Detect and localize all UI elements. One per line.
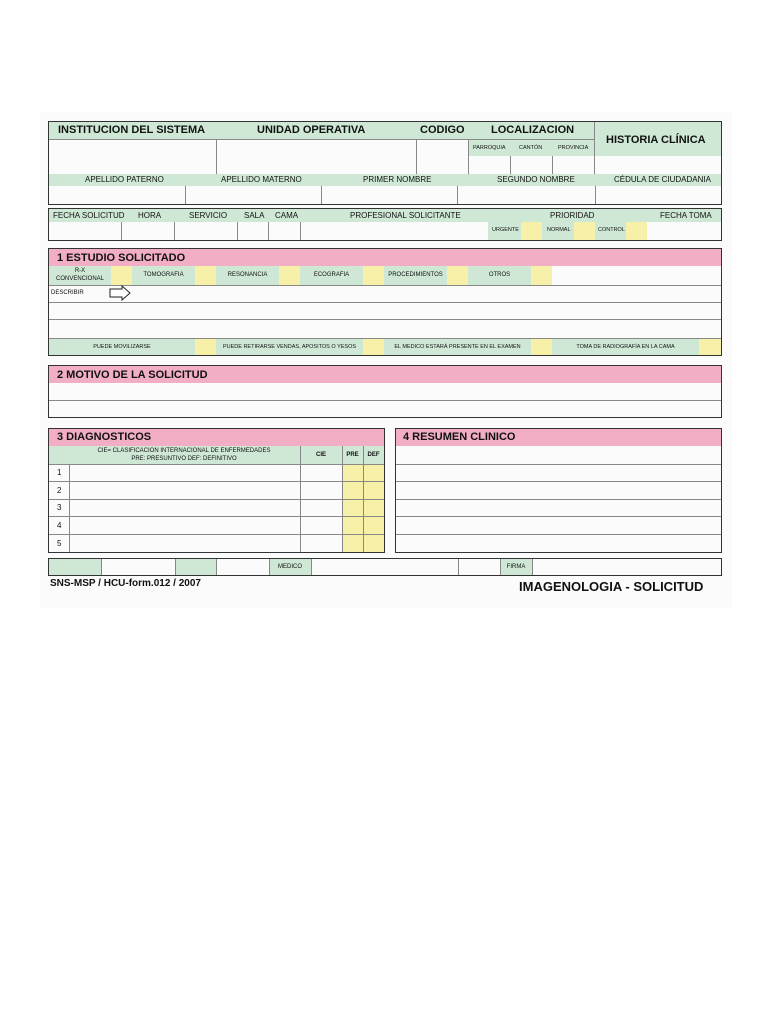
footer-cell bbox=[175, 559, 216, 575]
parroquia-label: PARROQUIA bbox=[473, 145, 506, 151]
segundo-nombre-label: SEGUNDO NOMBRE bbox=[497, 175, 575, 184]
fecha-toma-label: FECHA TOMA bbox=[660, 211, 712, 220]
rx-label-1: R-X bbox=[74, 268, 86, 274]
hora-label: HORA bbox=[138, 211, 162, 220]
procedimientos-label: PROCEDIMIENTOS bbox=[388, 272, 443, 278]
def-column-label: DEF bbox=[367, 452, 380, 458]
divider bbox=[49, 139, 594, 140]
divider bbox=[321, 186, 322, 204]
divider bbox=[416, 139, 417, 174]
medico-presente-label: EL MEDICO ESTARÁ PRESENTE EN EL EXAMEN bbox=[394, 344, 521, 350]
divider bbox=[532, 559, 533, 575]
toma-cama-label: TOMA DE RADIOGRAFÍA EN LA CAMA bbox=[576, 344, 675, 350]
section-1-title: 1 ESTUDIO SOLICITADO bbox=[57, 252, 186, 264]
divider bbox=[216, 559, 217, 575]
control-checkbox[interactable] bbox=[626, 222, 647, 240]
diagnostico-row-number: 4 bbox=[57, 521, 62, 530]
medico-presente-checkbox[interactable] bbox=[531, 339, 552, 355]
sala-label: SALA bbox=[244, 211, 265, 220]
divider bbox=[49, 285, 721, 286]
otros-checkbox[interactable] bbox=[531, 266, 552, 285]
retirarse-label: PUEDE RETIRARSE VENDAS, APOSITOS O YESOS bbox=[222, 344, 357, 350]
footer-cell bbox=[49, 559, 101, 575]
form-name: IMAGENOLOGIA - SOLICITUD bbox=[519, 579, 704, 594]
urgente-checkbox[interactable] bbox=[521, 222, 542, 240]
cama-label: CAMA bbox=[275, 211, 299, 220]
divider bbox=[552, 156, 553, 174]
footer-row bbox=[48, 558, 722, 576]
divider bbox=[468, 139, 469, 174]
normal-label: NORMAL bbox=[547, 227, 571, 233]
divider bbox=[311, 559, 312, 575]
divider bbox=[185, 186, 186, 204]
toma-cama-checkbox[interactable] bbox=[699, 339, 721, 355]
tomografia-label: TOMOGRAFIA bbox=[143, 272, 184, 278]
divider bbox=[396, 534, 721, 535]
diagnostico-row-number: 5 bbox=[57, 539, 62, 548]
divider bbox=[49, 319, 721, 320]
rx-label-2: CONVENCIONAL bbox=[55, 276, 104, 282]
divider bbox=[121, 222, 122, 240]
cie-legend-line-2: PRE: PRESUNTIVO DEF: DEFINITIVO bbox=[131, 456, 237, 462]
apellido-paterno-label: APELLIDO PATERNO bbox=[85, 175, 164, 184]
institucion-label: INSTITUCION DEL SISTEMA bbox=[58, 124, 206, 136]
medico-label: MEDICO bbox=[278, 564, 302, 570]
diagnostico-row-number: 2 bbox=[57, 486, 62, 495]
divider bbox=[237, 222, 238, 240]
procedimientos-checkbox[interactable] bbox=[447, 266, 468, 285]
localizacion-label: LOCALIZACION bbox=[491, 124, 575, 136]
divider bbox=[300, 222, 301, 240]
servicio-label: SERVICIO bbox=[189, 211, 228, 220]
divider bbox=[396, 516, 721, 517]
divider bbox=[175, 559, 176, 575]
provincia-label: PROVINCIA bbox=[558, 145, 589, 151]
divider bbox=[594, 122, 595, 174]
divider bbox=[510, 156, 511, 174]
cie-legend-line-1: CIE= CLASIFICACION INTERNACIONAL DE ENFERMEDADES bbox=[97, 448, 271, 454]
codigo-label: CODIGO bbox=[420, 124, 465, 136]
ecografia-checkbox[interactable] bbox=[363, 266, 384, 285]
divider bbox=[595, 186, 596, 204]
divider bbox=[49, 464, 384, 465]
divider bbox=[49, 302, 721, 303]
section-4-title: 4 RESUMEN CLINICO bbox=[403, 431, 516, 443]
divider bbox=[216, 139, 217, 174]
divider bbox=[69, 464, 70, 552]
cedula-label: CÉDULA DE CIUDADANIA bbox=[614, 175, 711, 184]
divider bbox=[268, 222, 269, 240]
divider bbox=[174, 222, 175, 240]
retirarse-checkbox[interactable] bbox=[363, 339, 384, 355]
section-2-title: 2 MOTIVO DE LA SOLICITUD bbox=[57, 369, 208, 381]
profesional-label: PROFESIONAL SOLICITANTE bbox=[350, 211, 461, 220]
unidad-label: UNIDAD OPERATIVA bbox=[257, 124, 366, 136]
fecha-solicitud-label: FECHA SOLICITUD bbox=[53, 211, 125, 220]
divider bbox=[101, 559, 102, 575]
resonancia-checkbox[interactable] bbox=[279, 266, 300, 285]
divider bbox=[49, 499, 384, 500]
urgente-label: URGENTE bbox=[492, 227, 519, 233]
describir-label: DESCRIBIR bbox=[51, 290, 84, 296]
historia-label: HISTORIA CLÍNICA bbox=[606, 134, 706, 146]
arrow-right-icon bbox=[109, 285, 131, 301]
resonancia-label: RESONANCIA bbox=[227, 272, 268, 278]
divider bbox=[49, 516, 384, 517]
movilizarse-checkbox[interactable] bbox=[195, 339, 216, 355]
divider bbox=[396, 481, 721, 482]
pre-column-label: PRE bbox=[346, 452, 359, 458]
divider bbox=[49, 481, 384, 482]
section-3-title: 3 DIAGNOSTICOS bbox=[57, 431, 152, 443]
divider bbox=[49, 534, 384, 535]
normal-checkbox[interactable] bbox=[574, 222, 595, 240]
prioridad-label: PRIORIDAD bbox=[550, 211, 595, 220]
def-column[interactable] bbox=[363, 464, 384, 552]
tomografia-checkbox[interactable] bbox=[195, 266, 216, 285]
primer-nombre-label: PRIMER NOMBRE bbox=[363, 175, 432, 184]
diagnostico-row-number: 3 bbox=[57, 503, 62, 512]
firma-label: FIRMA bbox=[506, 564, 526, 570]
pre-column[interactable] bbox=[342, 464, 363, 552]
rx-checkbox[interactable] bbox=[111, 266, 132, 285]
movilizarse-label: PUEDE MOVILIZARSE bbox=[93, 344, 151, 350]
apellido-materno-label: APELLIDO MATERNO bbox=[221, 175, 302, 184]
control-label: CONTROL bbox=[598, 227, 625, 233]
divider bbox=[49, 400, 721, 401]
canton-label: CANTÓN bbox=[519, 145, 543, 151]
otros-label: OTROS bbox=[488, 272, 511, 278]
divider bbox=[457, 186, 458, 204]
diagnostico-row-number: 1 bbox=[57, 468, 62, 477]
form-code: SNS-MSP / HCU-form.012 / 2007 bbox=[50, 578, 201, 589]
ecografia-label: ECOGRAFIA bbox=[313, 272, 350, 278]
cie-column-label: CIE bbox=[315, 452, 326, 458]
divider bbox=[396, 499, 721, 500]
divider bbox=[396, 464, 721, 465]
divider bbox=[458, 559, 459, 575]
